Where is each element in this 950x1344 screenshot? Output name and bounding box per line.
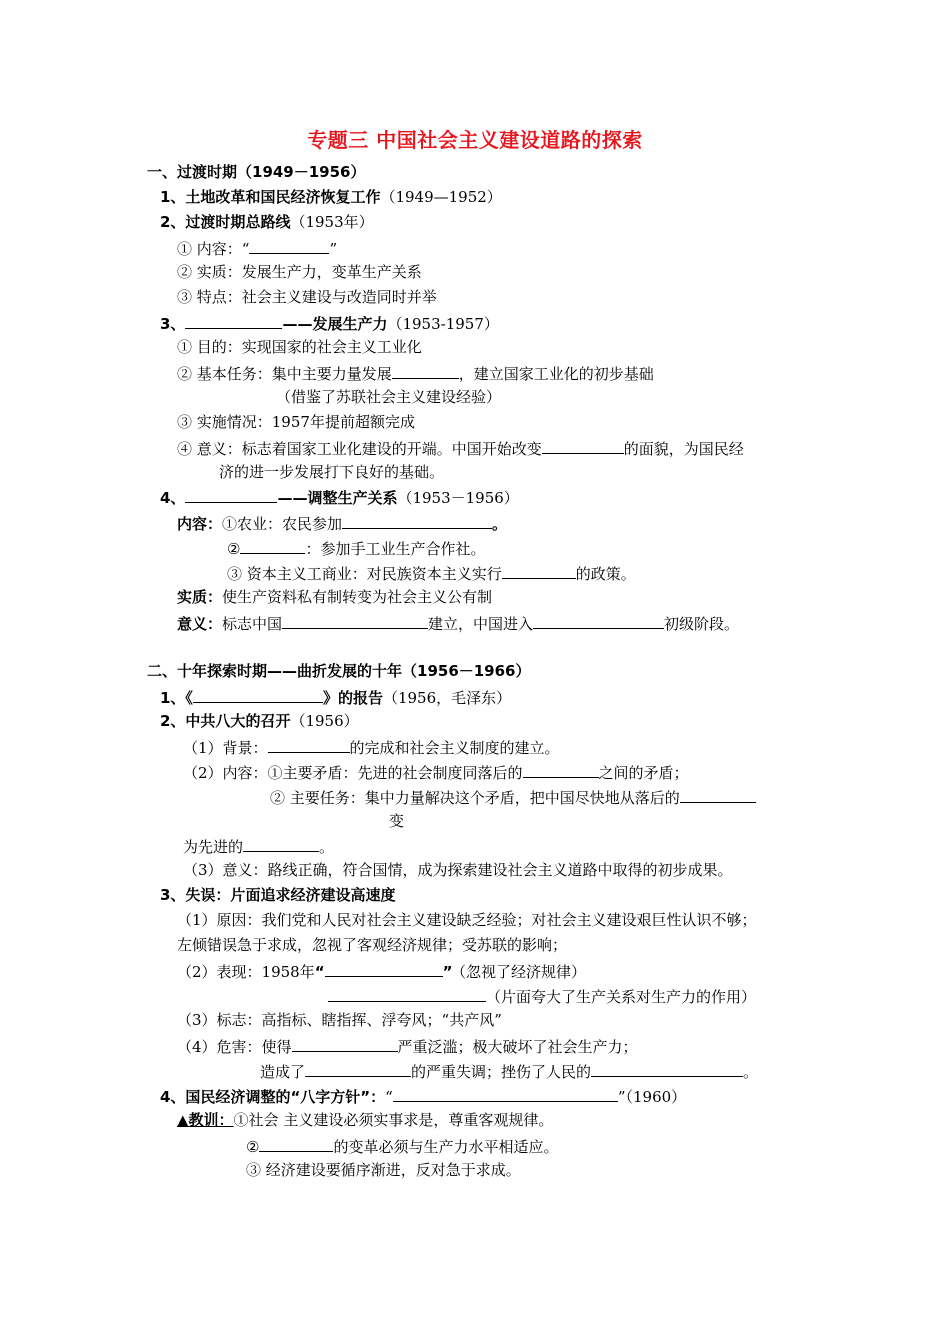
item-2-4-heading: 4、国民经济调整的“八字方针”： xyxy=(160,1088,386,1106)
item-1-4 xyxy=(160,486,519,508)
fill-blank[interactable] xyxy=(523,761,599,778)
label-text: 建立，中国进入 xyxy=(428,615,534,633)
item-1-2 xyxy=(160,212,374,232)
fill-blank[interactable] xyxy=(305,1060,411,1077)
item-1-1-date: （1949—1952） xyxy=(380,188,502,206)
item-1-2-content xyxy=(177,237,337,259)
label-text: “ xyxy=(385,1088,393,1106)
item-2-2-heading: 2、中共八大的召开 xyxy=(160,712,291,730)
label-text: 》的报告 xyxy=(322,689,383,707)
item-2-2-date: （1956） xyxy=(290,712,359,730)
fill-blank[interactable] xyxy=(328,985,486,1002)
item-1-4-essence xyxy=(177,587,492,607)
item-2-4-date: （1960） xyxy=(625,1088,687,1106)
item-1-2-feature: ③ 特点：社会主义建设与改造同时并举 xyxy=(177,288,437,306)
fill-blank[interactable] xyxy=(393,1085,618,1102)
item-2-2-meaning: （3）意义：路线正确，符合国情，成为探索建设社会主义道路中取得的初步成果。 xyxy=(183,861,733,879)
item-2-2-task-cont xyxy=(183,835,334,857)
fill-blank[interactable] xyxy=(292,1035,398,1052)
label-text: 严重泛滥；极大破坏了社会生产力； xyxy=(397,1038,638,1056)
item-1-1-heading: 1、土地改革和国民经济恢复工作 xyxy=(160,188,381,206)
label-text: ：参加手工业生产合作社。 xyxy=(305,540,486,558)
lesson-1 xyxy=(177,1110,553,1130)
lesson-3: ③ 经济建设要循序渐进，反对急于求成。 xyxy=(246,1161,521,1179)
item-1-3-meaning xyxy=(177,437,744,459)
label-text: 使生产资料私有制转变为社会主义公有制 xyxy=(222,588,493,606)
label-text: （2）表现：1958年 xyxy=(177,963,315,981)
item-1-3 xyxy=(160,312,499,334)
label-text: ①农业：农民参加 xyxy=(222,515,343,533)
item-1-4-content-2 xyxy=(227,537,485,559)
label-text: ①社会 主义建设必须实事求是，尊重客观规律。 xyxy=(233,1111,554,1129)
fill-blank[interactable] xyxy=(591,1060,743,1077)
label-text: “ xyxy=(314,963,325,981)
fill-blank[interactable] xyxy=(243,835,319,852)
fill-blank[interactable] xyxy=(185,486,277,503)
item-1-4-content-3 xyxy=(227,562,636,584)
label-text: ② 基本任务：集中主要力量发展 xyxy=(177,365,392,383)
lesson-label: ▲教训： xyxy=(177,1111,234,1129)
item-1-2-date: （1953年） xyxy=(290,213,374,231)
label-text: ③ 资本主义工商业：对民族资本主义实行 xyxy=(227,565,502,583)
item-2-2-task xyxy=(270,786,756,808)
item-1-3-heading: ——发展生产力 xyxy=(282,315,388,333)
item-2-3-cause-cont: 左倾错误急于求成，忽视了客观经济规律；受苏联的影响； xyxy=(177,936,568,954)
label-text: 为先进的 xyxy=(183,838,244,856)
item-2-1-date: （1956，毛泽东） xyxy=(382,689,512,707)
fill-blank[interactable] xyxy=(259,1135,333,1152)
label-text: 的完成和社会主义制度的建立。 xyxy=(349,739,560,757)
item-1-3-date: （1953-1957） xyxy=(387,315,499,333)
item-2-3-manifestation-2 xyxy=(328,985,756,1007)
fill-blank[interactable] xyxy=(240,537,305,554)
label-text: 内容： xyxy=(177,515,223,533)
fill-blank[interactable] xyxy=(542,437,624,454)
label-text: 实质： xyxy=(177,588,223,606)
label-text: （1）背景： xyxy=(183,739,268,757)
label-text: ” xyxy=(442,963,453,981)
lesson-2 xyxy=(246,1135,558,1157)
label-text: ② 主要任务：集中力量解决这个矛盾，把中国尽快地从落后的 xyxy=(270,789,680,807)
label-text: 造成了 xyxy=(260,1063,306,1081)
label-text: ② xyxy=(246,1138,260,1156)
label-text: 的变革必须与生产力水平相适应。 xyxy=(333,1138,559,1156)
item-1-3-note: （借鉴了苏联社会主义建设经验） xyxy=(276,388,502,406)
label-text: ① 内容：“ xyxy=(177,240,250,258)
label-text: 初级阶段。 xyxy=(664,615,740,633)
item-2-1 xyxy=(160,686,511,708)
label-text: 的政策。 xyxy=(575,565,636,583)
label-text: 之间的矛盾； xyxy=(598,764,689,782)
label-text: ，建立国家工业化的初步基础 xyxy=(458,365,654,383)
item-2-3-heading: 3、失误：片面追求经济建设高速度 xyxy=(160,886,396,904)
fill-blank[interactable] xyxy=(185,312,282,329)
fill-blank[interactable] xyxy=(680,786,756,803)
item-1-4-date: （1953－1956） xyxy=(397,489,519,507)
item-2-3-cause: （1）原因：我们党和人民对社会主义建设缺乏经验；对社会主义建设艰巨性认识不够； xyxy=(177,911,757,929)
label-text: （2）内容：①主要矛盾：先进的社会制度同落后的 xyxy=(183,764,523,782)
label-text: 的严重失调；挫伤了人民的 xyxy=(411,1063,592,1081)
item-2-4 xyxy=(160,1085,686,1107)
fill-blank[interactable] xyxy=(342,512,492,529)
item-1-2-essence: ② 实质：发展生产力，变革生产关系 xyxy=(177,263,422,281)
fill-blank[interactable] xyxy=(268,736,350,753)
label-text: ” xyxy=(617,1088,626,1106)
fill-blank[interactable] xyxy=(392,362,459,379)
fill-blank[interactable] xyxy=(325,960,443,977)
label-text: 。 xyxy=(492,515,508,533)
fill-blank[interactable] xyxy=(533,612,664,629)
label-text: 的面貌，为国民经 xyxy=(623,440,744,458)
label-text: 1、《 xyxy=(160,689,193,707)
item-2-2-task-wrap: 变 xyxy=(389,812,405,830)
item-1-1 xyxy=(160,187,502,207)
item-1-4-heading: ——调整生产关系 xyxy=(277,489,398,507)
item-2-2 xyxy=(160,711,359,731)
fill-blank[interactable] xyxy=(282,612,428,629)
item-1-4-meaning xyxy=(177,612,739,634)
fill-blank[interactable] xyxy=(193,686,323,703)
item-2-2-background xyxy=(183,736,560,758)
label-text: ④ 意义：标志着国家工业化建设的开端。中国开始改变 xyxy=(177,440,542,458)
item-number: 4、 xyxy=(160,489,186,507)
label-text: （4）危害：使得 xyxy=(177,1038,292,1056)
fill-blank[interactable] xyxy=(502,562,576,579)
item-1-3-goal: ① 目的：实现国家的社会主义工业化 xyxy=(177,338,422,356)
label-text: 意义： xyxy=(177,615,223,633)
item-1-3-task xyxy=(177,362,654,384)
label-text: （片面夸大了生产关系对生产力的作用） xyxy=(486,988,757,1006)
item-number: 3、 xyxy=(160,315,186,333)
label-text: 。 xyxy=(743,1063,759,1081)
item-1-3-status: ③ 实施情况：1957年提前超额完成 xyxy=(177,413,415,431)
label-text: 。 xyxy=(319,838,335,856)
document-title: 专题三 中国社会主义建设道路的探索 xyxy=(307,128,643,152)
label-text: ” xyxy=(329,240,338,258)
label-text: （忽视了经济规律） xyxy=(458,963,586,981)
section-1-heading: 一、过渡时期（1949－1956） xyxy=(147,163,366,181)
item-2-3-symbol: （3）标志：高指标、瞎指挥、浮夸风；“共产风” xyxy=(177,1011,502,1029)
item-2-2-content xyxy=(183,761,689,783)
item-2-3-harm-cont xyxy=(260,1060,758,1082)
item-1-2-heading: 2、过渡时期总路线 xyxy=(160,213,291,231)
item-1-4-content-1 xyxy=(177,512,507,534)
fill-blank[interactable] xyxy=(249,237,329,254)
label-text: ② xyxy=(227,540,241,558)
item-2-3-manifestation xyxy=(177,960,586,982)
section-2-heading: 二、十年探索时期——曲折发展的十年（1956－1966） xyxy=(147,662,531,680)
label-text: 标志中国 xyxy=(222,615,283,633)
item-2-3-harm xyxy=(177,1035,638,1057)
item-1-3-meaning-cont: 济的进一步发展打下良好的基础。 xyxy=(219,463,445,481)
